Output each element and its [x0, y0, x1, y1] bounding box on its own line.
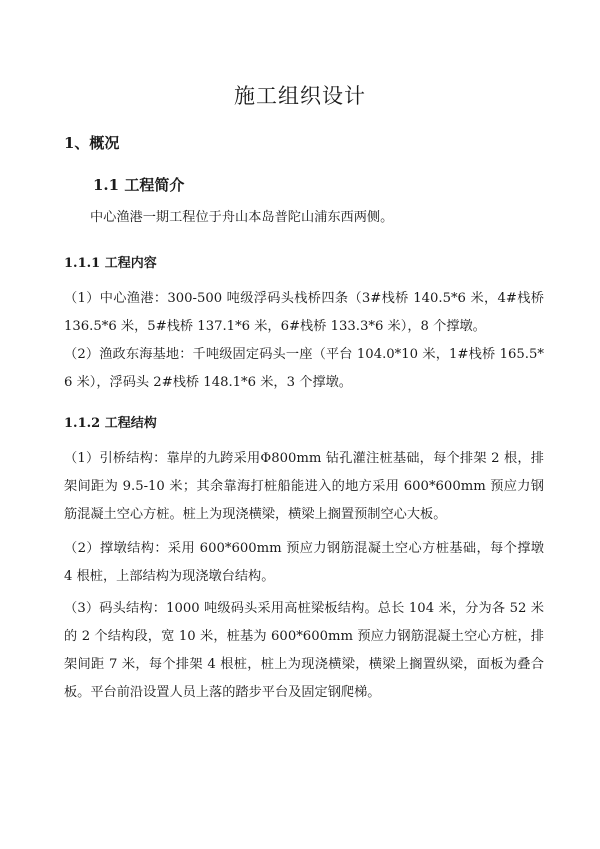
content-item-2: （2）渔政东海基地：千吨级固定码头一座（平台 104.0*10 米，1#栈桥 165.5*6 米），浮码头 2#栈桥 148.1*6 米，3 个撑墩。: [64, 347, 544, 390]
intro-paragraph: 中心渔港一期工程位于舟山本岛普陀山浦东西两侧。: [90, 210, 394, 225]
document-title: 施工组织设计: [234, 84, 366, 108]
structure-item-2: （2）撑墩结构：采用 600*600mm 预应力钢筋混凝土空心方桩基础，每个撑墩 4 根桩，上部结构为现浇墩台结构。: [64, 541, 544, 584]
section-1-1-1-heading: 1.1.1 工程内容: [64, 256, 157, 271]
section-1-1-heading: 1.1 工程简介: [93, 176, 185, 194]
structure-item-3: （3）码头结构：1000 吨级码头采用高桩梁板结构。总长 104 米，分为各 52 米的 2 个结构段，宽 10 米，桩基为 600*600mm 预应力钢筋混凝土空心方桩，排架间距 7 米，每个排架 4 根桩，桩上为现浇横梁，横梁上搁置纵梁，面板为叠合板。平台前沿设置人员上落的踏步平台及固定钢爬梯。: [64, 601, 544, 700]
structure-item-1: （1）引桥结构：靠岸的九跨采用Φ800mm 钻孔灌注桩基础，每个排架 2 根，排架间距为 9.5-10 米；其余靠海打桩船能进入的地方采用 600*600mm 预应力钢筋混凝土空心方桩。桩上为现浇横梁，横梁上搁置预制空心大板。: [64, 451, 544, 522]
section-1-heading: 1、概况: [64, 134, 120, 152]
content-item-1: （1）中心渔港：300-500 吨级浮码头栈桥四条（3#栈桥 140.5*6 米，4#栈桥 136.5*6 米，5#栈桥 137.1*6 米，6#栈桥 133.3*6 米），8 个撑墩。: [64, 291, 544, 334]
section-1-1-2-heading: 1.1.2 工程结构: [64, 416, 157, 431]
